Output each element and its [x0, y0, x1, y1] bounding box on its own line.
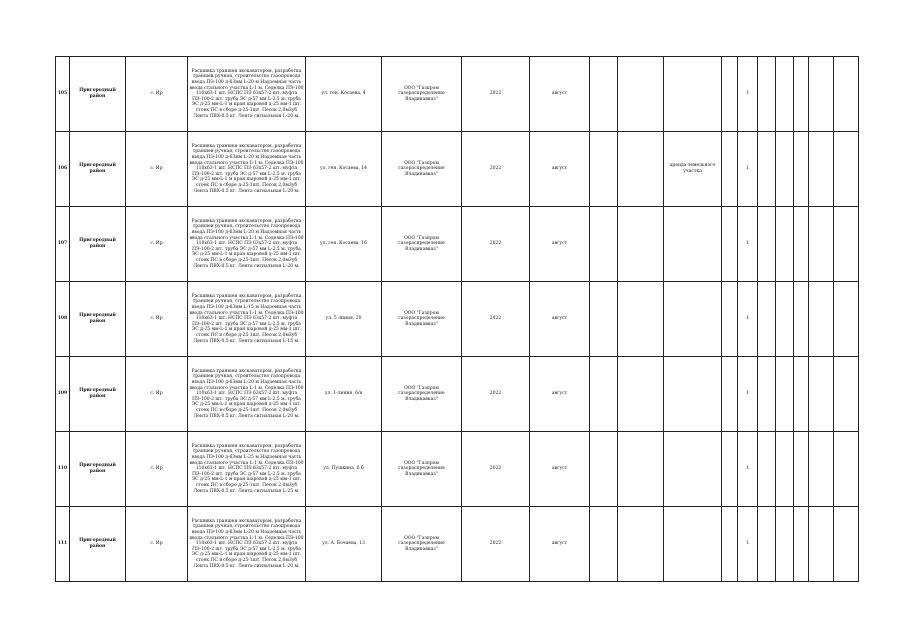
empty-cell: [590, 282, 618, 357]
empty-cell: [776, 132, 794, 207]
locality-cell: с. Ир: [126, 132, 188, 207]
row-number: 111: [56, 507, 70, 582]
note-cell: аренда земельного участка: [664, 132, 722, 207]
organization-cell: ООО "Газпром газораспределение Владикавказ": [382, 282, 462, 357]
empty-cell: [590, 432, 618, 507]
note-cell: [664, 282, 722, 357]
empty-cell: [834, 57, 859, 132]
empty-cell: [758, 507, 776, 582]
empty-cell: [794, 507, 809, 582]
work-description: Расшивка траншеи экскаватором, разработка траншеи ручная, строительство газопровода ввода ПЭ-100 д-63мм L-25 м Надземная часть ввода стального участка L-1 м. Седелка ПЭ-100 110х63-1 шт. НСПС ПЭ 63х57-2 шт. муфта ПЭ-100-2 шт. труба ЭС д-57 мм L-2.5 м. труба ЭС д-25 мм-L-1 м кран шаровой д-25 мм-1 шт. стоек ПС в сборе д-25-1шт. Песок 2,0м3уб Лента ПВХ-0.5 кг. Лента сигнальная L-25 м.: [188, 432, 306, 507]
table-row: [56, 132, 859, 207]
month-cell: август: [530, 207, 590, 282]
work-description: Расшивка траншеи экскаватором, разработка траншеи ручная, строительство газопровода ввода ПЭ-100 д-63мм L-15 м Надземная часть ввода стального участка L-1 м. Седелка ПЭ-100 110х63-1 шт. НСПС ПЭ 63х57-2 шт. муфта ПЭ-100-2 шт. труба ЭС д-57 мм L-2.5 м. труба ЭС д-25 мм-L-1 м кран шаровой д-25 мм-1 шт. стоек ПС в сборе д-25-1шт. Песок 2,0м3уб Лента ПВХ-0.5 кг. Лента сигнальная L-15 м.: [188, 282, 306, 357]
empty-cell: [590, 132, 618, 207]
row-number: 105: [56, 57, 70, 132]
month-cell: август: [530, 57, 590, 132]
work-description: Расшивка траншеи экскаватором, разработка траншеи ручная, строительство газопровода ввода ПЭ-100 д-63мм L-20 м Надземная часть ввода стального участка L-1 м. Седелка ПЭ-100 110х63-1 шт. НСПС ПЭ 63х57-2 шт. муфта ПЭ-100-2 шт. труба ЭС д-57 мм L-2.5 м. труба ЭС д-25 мм-L-1 м кран шаровой д-25 мм-1 шт. стоек ПС в сборе д-25-1шт. Песок 2,0м3уб Лента ПВХ-0.5 кг. Лента сигнальная L-20 м.: [188, 207, 306, 282]
empty-cell: [758, 207, 776, 282]
year-cell: 2022: [462, 282, 530, 357]
empty-cell: [809, 207, 834, 282]
empty-cell: [618, 132, 664, 207]
table-row: [56, 507, 859, 582]
empty-cell: [590, 57, 618, 132]
empty-cell: [809, 507, 834, 582]
organization-cell: ООО "Газпром газораспределение Владикавказ": [382, 357, 462, 432]
district-cell: Пригородный район: [70, 132, 126, 207]
year-cell: 2022: [462, 357, 530, 432]
empty-cell: [776, 282, 794, 357]
district-cell: Пригородный район: [70, 207, 126, 282]
table-row: [56, 282, 859, 357]
address-cell: ул. 5 линия, 20: [306, 282, 382, 357]
empty-cell: [794, 357, 809, 432]
month-cell: август: [530, 432, 590, 507]
note-cell: [664, 207, 722, 282]
empty-cell: [834, 357, 859, 432]
work-register-table: [55, 56, 859, 582]
marker-cell: 1: [738, 507, 758, 582]
address-cell: ул. ген. Косаева, 4: [306, 57, 382, 132]
marker-cell: 1: [738, 357, 758, 432]
note-cell: [664, 507, 722, 582]
empty-cell: [809, 57, 834, 132]
address-cell: ул. 1-линия, 6/в: [306, 357, 382, 432]
district-cell: Пригородный район: [70, 432, 126, 507]
empty-cell: [834, 507, 859, 582]
empty-cell: [618, 57, 664, 132]
empty-cell: [809, 132, 834, 207]
empty-cell: [618, 282, 664, 357]
table-row: [56, 432, 859, 507]
work-description: Расшивка траншеи экскаватором, разработка траншеи ручная, строительство газопровода ввода ПЭ-100 д-63мм L-20 м Надземная часть ввода стального участка L-1 м. Седелка ПЭ-100 110х63-1 шт. НСПС ПЭ 63х57-2 шт. муфта ПЭ-100-2 шт. труба ЭС д-57 мм L-2.5 м. труба ЭС д-25 мм-L-1 м кран шаровой д-25 мм-1 шт. стоек ПС в сборе д-25-1шт. Песок 2,0м3уб Лента ПВХ-0.5 кг. Лента сигнальная L-20 м.: [188, 57, 306, 132]
month-cell: август: [530, 357, 590, 432]
empty-cell: [722, 432, 738, 507]
note-cell: [664, 57, 722, 132]
empty-cell: [590, 357, 618, 432]
empty-cell: [794, 57, 809, 132]
address-cell: ул. А. Бочаева, 13: [306, 507, 382, 582]
district-cell: Пригородный район: [70, 507, 126, 582]
table-row: [56, 57, 859, 132]
organization-cell: ООО "Газпром газораспределение Владикавказ": [382, 207, 462, 282]
empty-cell: [776, 207, 794, 282]
organization-cell: ООО "Газпром газораспределение Владикавказ": [382, 57, 462, 132]
district-cell: Пригородный район: [70, 282, 126, 357]
marker-cell: 1: [738, 57, 758, 132]
empty-cell: [618, 207, 664, 282]
empty-cell: [834, 207, 859, 282]
locality-cell: с. Ир: [126, 432, 188, 507]
empty-cell: [834, 282, 859, 357]
district-cell: Пригородный район: [70, 357, 126, 432]
address-cell: ул. ген. Косаева, 14: [306, 132, 382, 207]
empty-cell: [722, 357, 738, 432]
row-number: 106: [56, 132, 70, 207]
organization-cell: ООО "Газпром газораспределение Владикавказ": [382, 507, 462, 582]
organization-cell: ООО "Газпром газораспределение Владикавказ": [382, 132, 462, 207]
empty-cell: [758, 282, 776, 357]
locality-cell: с. Ир: [126, 57, 188, 132]
year-cell: 2022: [462, 432, 530, 507]
year-cell: 2022: [462, 57, 530, 132]
empty-cell: [722, 207, 738, 282]
empty-cell: [776, 57, 794, 132]
empty-cell: [794, 432, 809, 507]
locality-cell: с. Ир: [126, 357, 188, 432]
empty-cell: [590, 507, 618, 582]
row-number: 110: [56, 432, 70, 507]
empty-cell: [776, 357, 794, 432]
empty-cell: [722, 282, 738, 357]
empty-cell: [809, 282, 834, 357]
locality-cell: с. Ир: [126, 282, 188, 357]
month-cell: август: [530, 282, 590, 357]
marker-cell: 1: [738, 432, 758, 507]
empty-cell: [776, 432, 794, 507]
empty-cell: [809, 357, 834, 432]
empty-cell: [722, 57, 738, 132]
empty-cell: [794, 207, 809, 282]
row-number: 109: [56, 357, 70, 432]
empty-cell: [776, 507, 794, 582]
empty-cell: [722, 507, 738, 582]
month-cell: август: [530, 507, 590, 582]
empty-cell: [758, 57, 776, 132]
table-row: [56, 207, 859, 282]
empty-cell: [809, 432, 834, 507]
empty-cell: [758, 432, 776, 507]
work-description: Расшивка траншеи экскаватором, разработка траншеи ручная, строительство газопровода ввода ПЭ-100 д-63мм L-20 м Надземная часть ввода стального участка L-1 м. Седелка ПЭ-100 110х63-1 шт. НСПС ПЭ 63х57-2 шт. муфта ПЭ-100-2 шт. труба ЭС д-57 мм L-2.5 м. труба ЭС д-25 мм-L-1 м кран шаровой д-25 мм-1 шт. стоек ПС в сборе д-25-1шт. Песок 2,0м3уб Лента ПВХ-0.5 кг. Лента сигнальная L-20 м.: [188, 507, 306, 582]
empty-cell: [590, 207, 618, 282]
marker-cell: 1: [738, 282, 758, 357]
organization-cell: ООО "Газпром газораспределение Владикавказ": [382, 432, 462, 507]
empty-cell: [834, 132, 859, 207]
month-cell: август: [530, 132, 590, 207]
empty-cell: [618, 357, 664, 432]
empty-cell: [794, 132, 809, 207]
work-description: Расшивка траншеи экскаватором, разработка траншеи ручная, строительство газопровода ввода ПЭ-100 д-63мм L-20 м Надземная часть ввода стального участка L-1 м. Седелка ПЭ-100 110х63-1 шт. НСПС ПЭ 63х57-2 шт. муфта ПЭ-100-2 шт. труба ЭС д-57 мм L-2.5 м. труба ЭС д-25 мм-L-1 м кран шаровой д-25 мм-1 шт. стоек ПС в сборе д-25-1шт. Песок 2,0м3уб Лента ПВХ-0.5 кг. Лента сигнальная L-20 м.: [188, 357, 306, 432]
note-cell: [664, 432, 722, 507]
marker-cell: 1: [738, 207, 758, 282]
locality-cell: с. Ир: [126, 507, 188, 582]
note-cell: [664, 357, 722, 432]
empty-cell: [758, 132, 776, 207]
empty-cell: [722, 132, 738, 207]
empty-cell: [794, 282, 809, 357]
year-cell: 2022: [462, 507, 530, 582]
address-cell: ул. ген. Косаева, 16: [306, 207, 382, 282]
district-cell: Пригородный район: [70, 57, 126, 132]
empty-cell: [618, 507, 664, 582]
locality-cell: с. Ир: [126, 207, 188, 282]
year-cell: 2022: [462, 207, 530, 282]
empty-cell: [834, 432, 859, 507]
address-cell: ул. Пушкина, 6 б: [306, 432, 382, 507]
row-number: 108: [56, 282, 70, 357]
empty-cell: [618, 432, 664, 507]
marker-cell: 1: [738, 132, 758, 207]
empty-cell: [758, 357, 776, 432]
work-description: Расшивка траншеи экскаватором, разработка траншеи ручная, строительство газопровода ввода ПЭ-100 д-63мм L-20 м Надземная часть ввода стального участка L-1 м. Седелка ПЭ-100 110х63-1 шт. НСПС ПЭ 63х57-2 шт. муфта ПЭ-100-2 шт. труба ЭС д-57 мм L-2.5 м. труба ЭС д-25 мм-L-1 м кран шаровой д-25 мм-1 шт. стоек ПС в сборе д-25-1шт. Песок 2,0м3уб Лента ПВХ-0.5 кг. Лента сигнальная L-20 м.: [188, 132, 306, 207]
table-row: [56, 357, 859, 432]
row-number: 107: [56, 207, 70, 282]
year-cell: 2022: [462, 132, 530, 207]
